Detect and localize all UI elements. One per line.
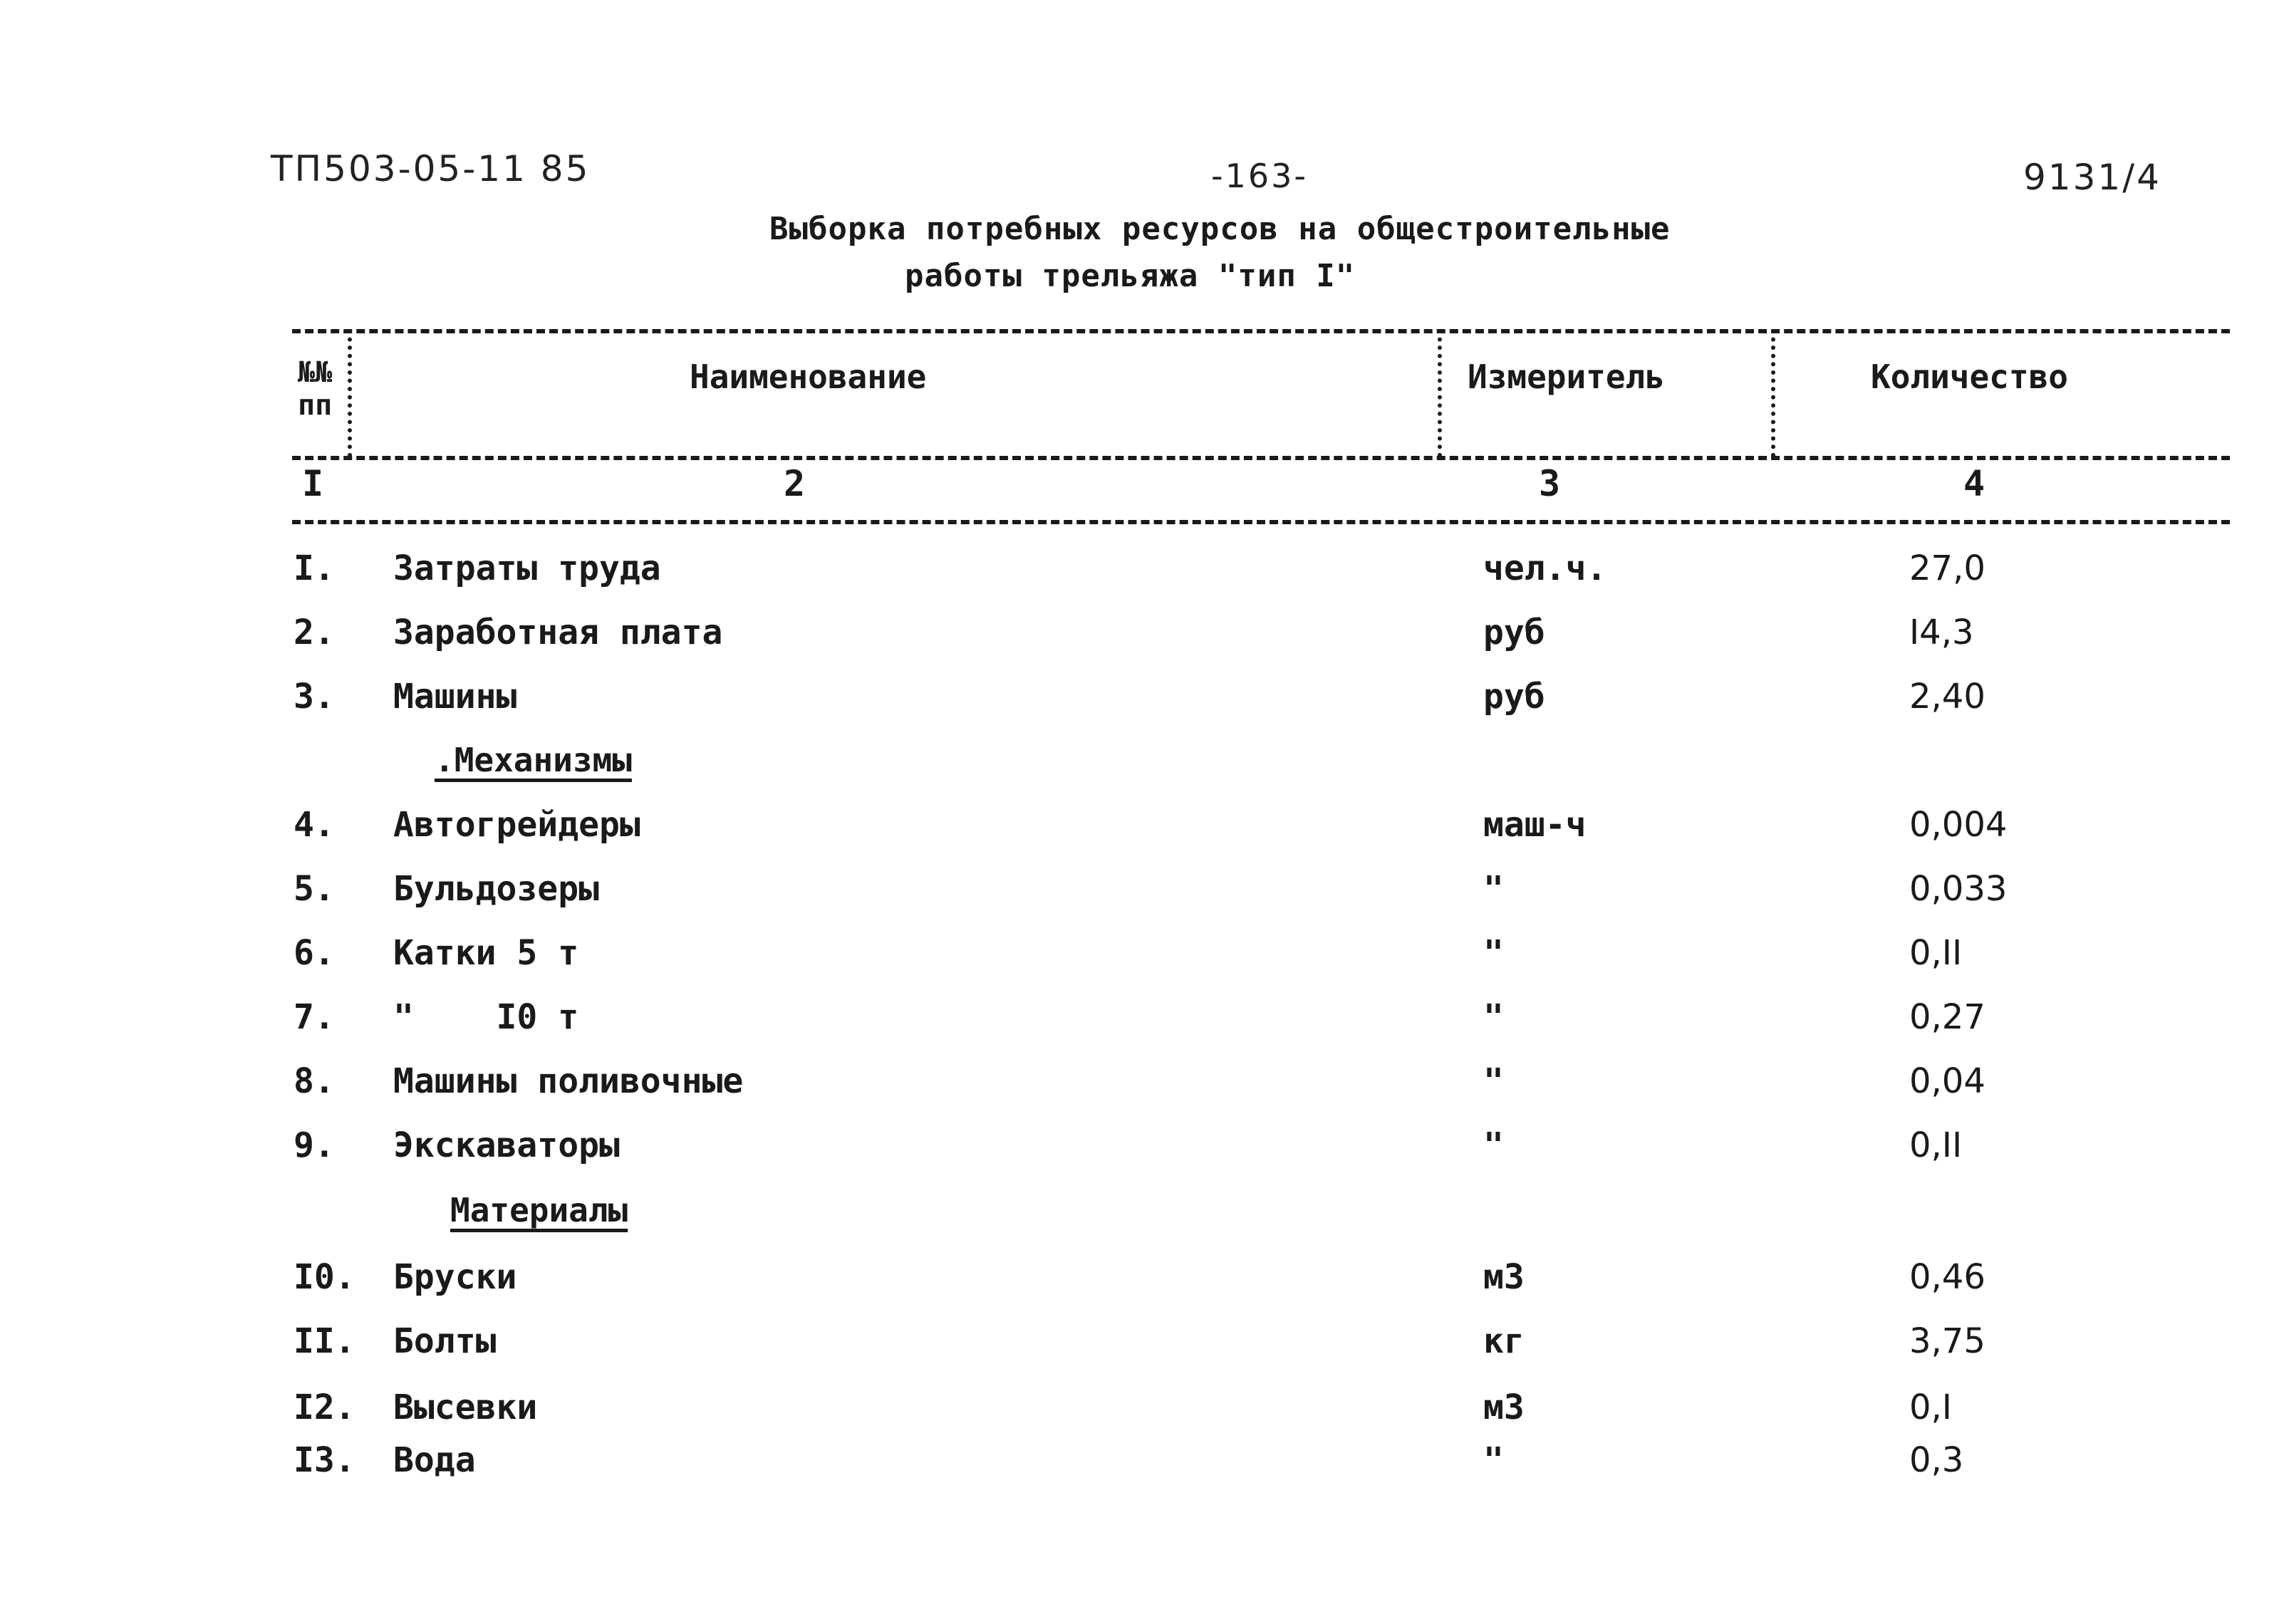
- row-unit: ": [1483, 1125, 1504, 1165]
- row-number: 7.: [294, 997, 335, 1037]
- row-number: 6.: [294, 933, 335, 973]
- table-row: [0, 805, 2284, 855]
- row-quantity: 0,004: [1909, 805, 2008, 845]
- table-row: [0, 1321, 2284, 1371]
- row-name: Бульдозеры: [393, 869, 599, 909]
- row-name: Высевки: [393, 1388, 538, 1427]
- row-name: Автогрейдеры: [393, 805, 640, 845]
- row-quantity: 0,27: [1909, 997, 1985, 1037]
- table-top-rule: [292, 329, 2230, 333]
- table-row: [0, 869, 2284, 919]
- column-number-3: 3: [1539, 463, 1561, 504]
- row-unit: м3: [1483, 1257, 1525, 1297]
- row-name: Болты: [393, 1321, 497, 1361]
- row-quantity: 0,3: [1909, 1440, 1964, 1480]
- row-number: 2.: [294, 613, 335, 652]
- row-number: 9.: [294, 1125, 335, 1165]
- row-unit: руб: [1483, 677, 1545, 717]
- section-mechanisms: .Механизмы: [435, 741, 632, 779]
- column-divider-1: [348, 329, 352, 457]
- section-materials: Материалы: [450, 1191, 628, 1229]
- row-unit: ": [1483, 933, 1504, 973]
- column-number-4: 4: [1963, 463, 1985, 504]
- header-num: №№ пп: [298, 356, 333, 422]
- row-unit: м3: [1483, 1388, 1525, 1427]
- column-divider-3: [1771, 329, 1775, 457]
- document-title-line-1: Выборка потребных ресурсов на общестроительные: [769, 211, 1671, 247]
- table-row: [0, 1388, 2284, 1437]
- row-quantity: I4,3: [1909, 613, 1974, 652]
- row-unit: чел.ч.: [1483, 548, 1607, 588]
- row-name: Экскаваторы: [393, 1125, 620, 1165]
- row-number: I.: [294, 548, 335, 588]
- row-unit: ": [1483, 869, 1504, 909]
- row-unit: кг: [1483, 1321, 1525, 1361]
- row-quantity: 0,I: [1909, 1388, 1952, 1427]
- column-number-1: I: [302, 463, 324, 504]
- row-number: I3.: [294, 1440, 355, 1480]
- row-name: " I0 т: [393, 997, 579, 1037]
- row-number: 3.: [294, 677, 335, 717]
- table-row: [0, 933, 2284, 983]
- table-row: [0, 997, 2284, 1047]
- row-name: Катки 5 т: [393, 933, 579, 973]
- row-quantity: 0,04: [1909, 1061, 1985, 1101]
- table-row: [0, 1257, 2284, 1307]
- sheet-code: 9131/4: [2023, 157, 2161, 198]
- row-quantity: 2,40: [1909, 677, 1985, 717]
- row-number: 8.: [294, 1061, 335, 1101]
- header-unit: Измеритель: [1468, 358, 1665, 396]
- row-name: Машины поливочные: [393, 1061, 744, 1101]
- row-number: II.: [294, 1321, 355, 1361]
- table-row: [0, 1061, 2284, 1111]
- table-row: [0, 548, 2284, 598]
- row-quantity: 3,75: [1909, 1321, 1985, 1361]
- row-number: 4.: [294, 805, 335, 845]
- row-quantity: 0,II: [1909, 933, 1963, 973]
- document-title-line-2: работы трельяжа "тип I": [905, 258, 1356, 294]
- table-row: [0, 1125, 2284, 1175]
- row-number: I0.: [294, 1257, 355, 1297]
- row-quantity: 27,0: [1909, 548, 1985, 588]
- header-name: Наименование: [690, 358, 927, 396]
- row-name: Заработная плата: [393, 613, 723, 652]
- row-name: Вода: [393, 1440, 476, 1480]
- row-unit: маш-ч: [1483, 805, 1587, 845]
- header-qty: Количество: [1871, 358, 2068, 396]
- document-code: ТП503-05-11 85: [271, 148, 591, 189]
- row-quantity: 0,46: [1909, 1257, 1985, 1297]
- page-number: -163-: [1211, 157, 1308, 195]
- row-name: Машины: [393, 677, 517, 717]
- row-number: 5.: [294, 869, 335, 909]
- column-number-2: 2: [784, 463, 806, 504]
- row-name: Затраты труда: [393, 548, 661, 588]
- row-unit: ": [1483, 997, 1504, 1037]
- column-divider-2: [1438, 329, 1442, 457]
- table-row: [0, 1440, 2284, 1490]
- row-unit: руб: [1483, 613, 1545, 652]
- table-row: [0, 613, 2284, 662]
- row-number: I2.: [294, 1388, 355, 1427]
- header-bottom-rule: [292, 456, 2230, 460]
- row-name: Бруски: [393, 1257, 517, 1297]
- row-unit: ": [1483, 1061, 1504, 1101]
- table-row: [0, 677, 2284, 727]
- column-numbers-rule: [292, 520, 2230, 524]
- row-quantity: 0,II: [1909, 1125, 1963, 1165]
- row-quantity: 0,033: [1909, 869, 2008, 909]
- row-unit: ": [1483, 1440, 1504, 1480]
